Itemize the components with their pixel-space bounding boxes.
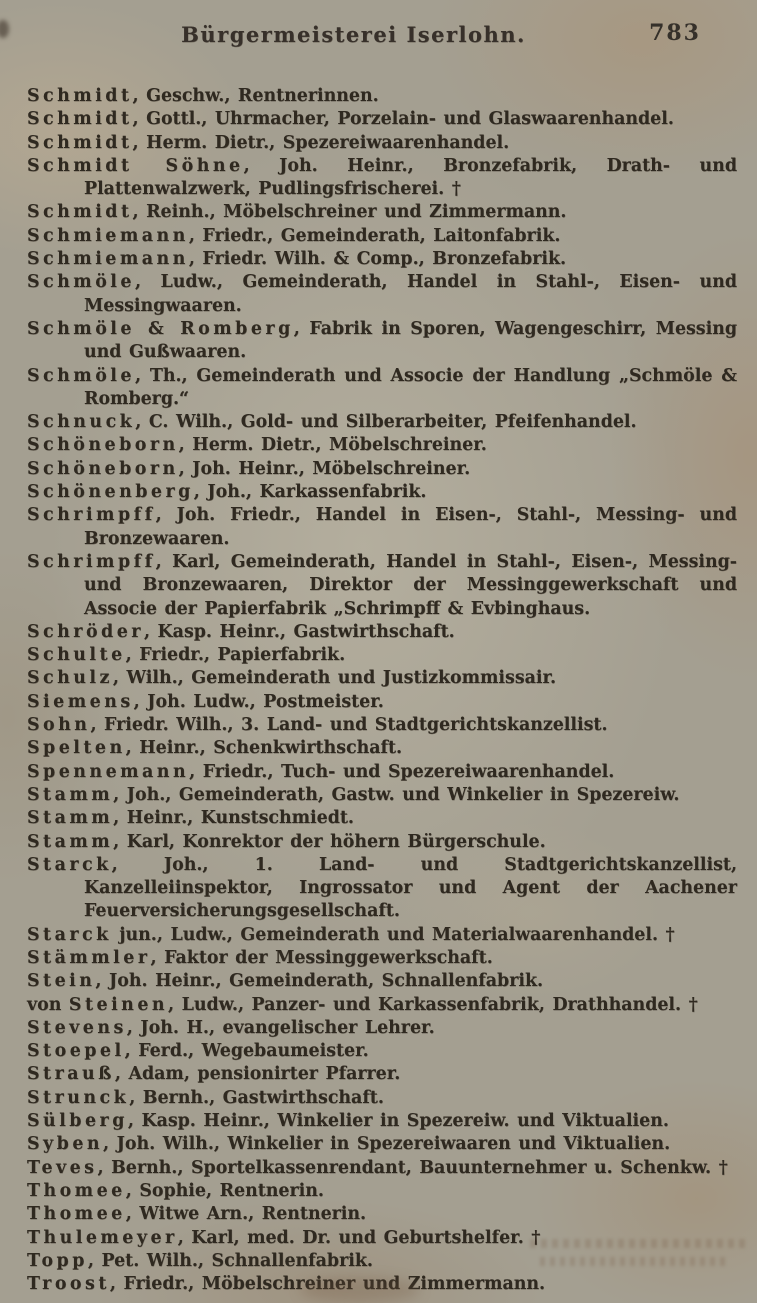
directory-entry: [27, 924, 737, 947]
entry-description: , Friedr., Papierfabrik.: [125, 645, 346, 666]
entry-description: , Fabrik in Sporen, Wagengeschirr, Messing und Gußwaaren.: [84, 318, 738, 363]
directory-entry: [27, 1017, 737, 1040]
directory-entry: [27, 458, 737, 481]
entry-name: Schöneborn: [27, 435, 179, 456]
entry-description: , Heinr., Kunstschmiedt.: [113, 808, 354, 829]
entry-description: , Th., Gemeinderath und Associe der Handlung „Schmöle & Romberg.“: [84, 365, 737, 409]
entry-description: , Bernh., Sportelkassenrendant, Bauunternehmer u. Schenkw. †: [97, 1157, 728, 1178]
entry-name: Schrimpff: [27, 551, 156, 572]
entry-description: , Witwe Arn., Rentnerin.: [125, 1204, 367, 1225]
entry-name: Schmiemann: [27, 249, 189, 270]
directory-entry: [27, 318, 737, 365]
directory-entry: [27, 108, 737, 131]
entry-name: Strauß: [27, 1064, 115, 1085]
directory-entry: [27, 737, 737, 760]
directory-entry: [27, 1203, 737, 1226]
directory-entry: [27, 1110, 737, 1133]
entry-name: Siemens: [27, 691, 134, 712]
entry-name: Stamm: [27, 784, 114, 805]
entry-name: Sülberg: [27, 1111, 128, 1132]
entry-name: Schmöle: [27, 272, 135, 293]
directory-entry: [27, 807, 737, 830]
entry-name: Schnuck: [27, 412, 136, 433]
entry-description: , Ludw., Gemeinderath, Handel in Stahl-, Eisen- und Messingwaaren.: [84, 272, 737, 316]
entry-name: Schmidt Söhne: [27, 155, 244, 176]
entry-list: [0, 85, 757, 1296]
entry-description: , Karl, Konrektor der höhern Bürgerschule.: [113, 831, 546, 852]
entry-name: Stamm: [27, 831, 114, 852]
entry-description: , Kasp. Heinr., Gastwirthschaft.: [143, 621, 455, 642]
entry-name: Schulz: [27, 668, 113, 689]
entry-description: , Gottl., Uhrmacher, Porzelain- und Glaswaarenhandel.: [132, 109, 674, 130]
entry-name: Teves: [27, 1157, 98, 1178]
entry-description: , Joh. Wilh., Winkelier in Spezereiwaaren und Viktualien.: [103, 1134, 671, 1155]
directory-entry: [27, 504, 737, 551]
directory-entry: [27, 201, 737, 224]
entry-name: Strunck: [27, 1087, 130, 1108]
entry-name: Sohn: [27, 715, 91, 736]
entry-description: , Joh. H., evangelischer Lehrer.: [126, 1017, 435, 1038]
entry-description: , Joh., Karkassenfabrik.: [193, 482, 427, 503]
entry-name: Schmöle: [27, 365, 135, 386]
entry-name: Schmidt: [27, 109, 133, 130]
directory-entry: [27, 132, 737, 155]
entry-name-prefix: von: [27, 994, 69, 1015]
directory-entry: [27, 434, 737, 457]
entry-description: , Joh. Heinr., Gemeinderath, Schnallenfabrik.: [95, 971, 544, 992]
entry-description: , Geschw., Rentnerinnen.: [132, 86, 379, 106]
entry-name: Stevens: [27, 1017, 127, 1038]
directory-entry: [27, 691, 737, 714]
entry-description: , Pet. Wilh., Schnallenfabrik.: [87, 1250, 373, 1271]
paper-stain: [300, 1277, 420, 1303]
entry-description: , Herm. Dietr., Spezereiwaarenhandel.: [132, 132, 510, 153]
directory-entry: [27, 994, 737, 1017]
entry-name: Stamm: [27, 808, 114, 829]
entry-name: Stämmler: [27, 947, 151, 968]
entry-name: Stein: [27, 971, 96, 992]
entry-description: , Joh., 1. Land- und Stadtgerichtskanzellist, Kanzelleiinspektor, Ingrossator und Agent der Aachener Feuerversicherungsgesellschaft.: [84, 854, 737, 922]
directory-entry: [27, 155, 737, 202]
entry-name: Troost: [27, 1274, 110, 1295]
directory-entry: [27, 248, 737, 271]
entry-description: , Friedr., Möbelschreiner und Zimmermann.: [109, 1274, 546, 1295]
directory-entry: [27, 667, 737, 690]
entry-description: , Joh. Friedr., Handel in Eisen-, Stahl-, Messing- und Bronzewaaren.: [84, 505, 737, 549]
directory-entry: [27, 1087, 737, 1110]
entry-name: Schönenberg: [27, 482, 194, 503]
entry-description: , C. Wilh., Gold- und Silberarbeiter, Pfeifenhandel.: [135, 412, 637, 433]
directory-entry: [27, 225, 737, 248]
directory-entry: [27, 621, 737, 644]
entry-name: Schmöle & Romberg: [27, 318, 294, 339]
directory-entry: [27, 411, 737, 434]
entry-name: Thulemeyer: [27, 1227, 178, 1248]
entry-name: Schmidt: [27, 86, 133, 106]
entry-description: , Friedr. Wilh., 3. Land- und Stadtgerichtskanzellist.: [90, 715, 608, 736]
directory-entry: [27, 854, 737, 924]
directory-entry: [27, 784, 737, 807]
directory-entry: [27, 365, 737, 412]
entry-name: Starck: [27, 924, 112, 945]
entry-description: , Sophie, Rentnerin.: [125, 1180, 324, 1201]
entry-description: , Ludw., Panzer- und Karkassenfabrik, Drathhandel. †: [168, 994, 698, 1015]
entry-name: Topp: [27, 1250, 88, 1271]
entry-description: , Adam, pensionirter Pfarrer.: [114, 1064, 401, 1085]
page-number: 783: [649, 20, 701, 46]
ink-showthrough: [530, 1233, 745, 1277]
entry-description: , Joh. Ludw., Postmeister.: [133, 691, 384, 712]
directory-entry: [27, 481, 737, 504]
page-title: Bürgermeisterei Iserlohn.: [181, 22, 526, 47]
entry-name: Schmidt: [27, 202, 133, 223]
entry-description: , Ludw., Gemeinderath und Materialwaarenhandel. †: [156, 924, 675, 945]
directory-entry: [27, 761, 737, 784]
entry-description: , Friedr. Wilh. & Comp., Bronzefabrik.: [188, 249, 567, 270]
entry-name: Thomee: [27, 1204, 126, 1225]
entry-name: Schröder: [27, 621, 144, 642]
entry-name: Thomee: [27, 1180, 126, 1201]
entry-name: Spelten: [27, 738, 126, 759]
entry-name: Steinen: [68, 994, 169, 1015]
directory-entry: [27, 947, 737, 970]
page-header: [0, 0, 757, 64]
entry-description: , Joh. Heinr., Möbelschreiner.: [178, 458, 471, 479]
entry-description: , Friedr., Gemeinderath, Laitonfabrik.: [188, 225, 561, 246]
directory-entry: [27, 85, 737, 108]
entry-name: Schulte: [27, 645, 126, 666]
entry-description: , Ferd., Wegebaumeister.: [124, 1041, 369, 1062]
entry-name: Spennemann: [27, 761, 190, 782]
directory-entry: [27, 1063, 737, 1086]
entry-description: , Kasp. Heinr., Winkelier in Spezereiw. und Viktualien.: [127, 1111, 669, 1132]
entry-name: Schmiemann: [27, 225, 189, 246]
directory-entry: [27, 644, 737, 667]
entry-description: , Joh., Gemeinderath, Gastw. und Winkelier in Spezereiw.: [113, 784, 680, 805]
directory-entry: [27, 714, 737, 737]
directory-entry: [27, 551, 737, 621]
entry-description: , Reinh., Möbelschreiner und Zimmermann.: [132, 202, 567, 223]
entry-description: , Faktor der Messinggewerkschaft.: [150, 947, 493, 968]
entry-description: , Joh. Heinr., Bronzefabrik, Drath- und Plattenwalzwerk, Pudlingsfrischerei. †: [84, 155, 738, 200]
entry-name: Stoepel: [27, 1041, 125, 1062]
directory-entry: [27, 970, 737, 993]
entry-description: , Herm. Dietr., Möbelschreiner.: [178, 435, 487, 456]
directory-entry: [27, 1157, 737, 1180]
directory-entry: [27, 831, 737, 854]
entry-description: , Heinr., Schenkwirthschaft.: [125, 738, 403, 759]
entry-name-suffix: jun.: [111, 924, 157, 945]
directory-entry: [27, 1180, 737, 1203]
directory-entry: [27, 271, 737, 318]
entry-name: Starck: [27, 854, 112, 875]
entry-name: Schöneborn: [27, 458, 179, 479]
entry-description: , Bernh., Gastwirthschaft.: [129, 1087, 384, 1108]
entry-description: , Karl, Gemeinderath, Handel in Stahl-, Eisen-, Messing- und Bronzewaaren, Direktor der Messinggewerkschaft und Associe der Papierfabrik „Schrimpff & Evbinghaus.: [84, 551, 737, 619]
entry-description: , Karl, med. Dr. und Geburtshelfer. †: [177, 1227, 541, 1248]
entry-description: , Friedr., Tuch- und Spezereiwaarenhandel.: [189, 761, 615, 782]
directory-entry: [27, 1133, 737, 1156]
entry-name: Schrimpff: [27, 505, 156, 526]
entry-name: Schmidt: [27, 132, 133, 153]
directory-entry: [27, 1040, 737, 1063]
entry-description: , Wilh., Gemeinderath und Justizkommissair.: [112, 668, 557, 689]
entry-name: Syben: [27, 1134, 104, 1155]
